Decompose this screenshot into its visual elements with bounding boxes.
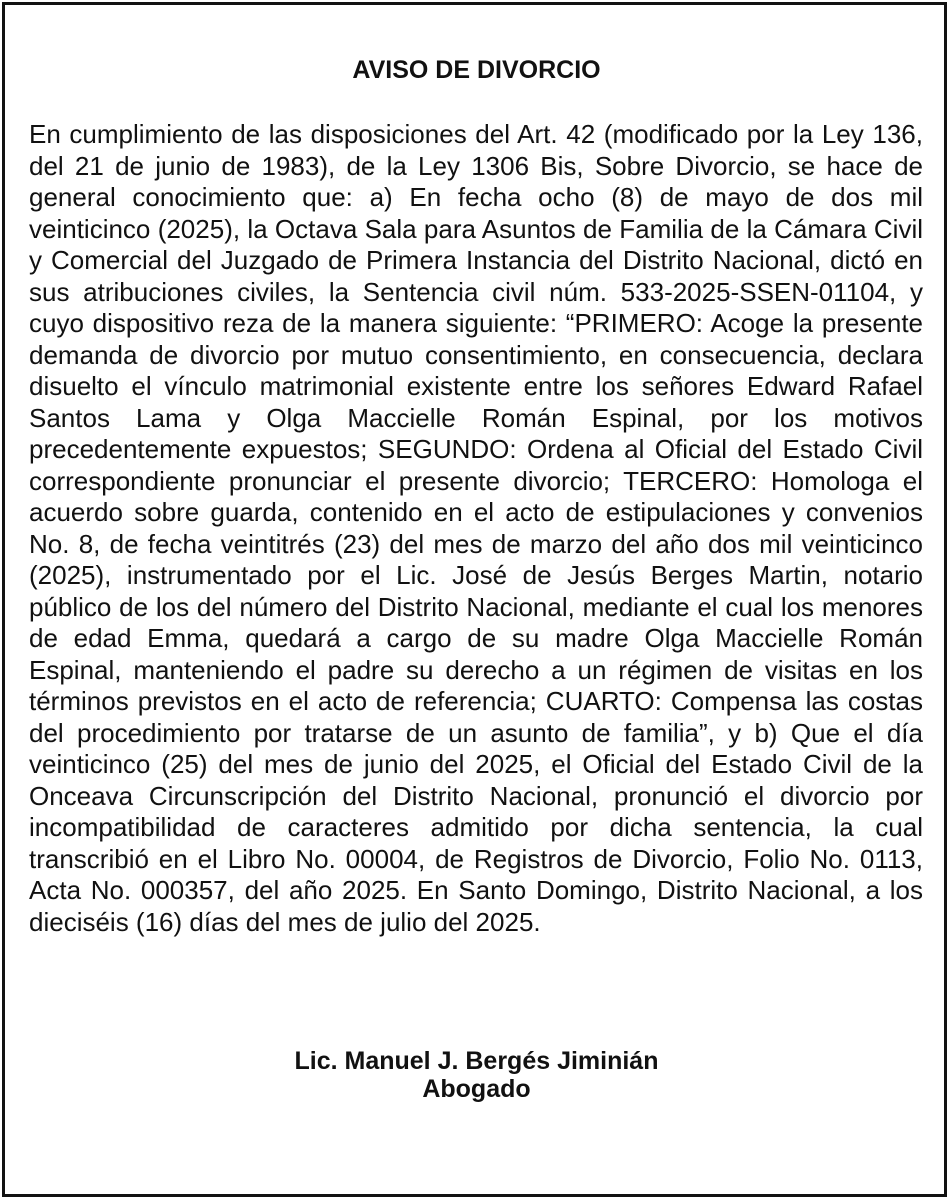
notice-body: En cumplimiento de las disposiciones del Art. 42 (modificado por la Ley 136, del 21 de junio de 1983), de la Ley 1306 Bis, Sobre Divorcio, se hace de general conocimiento que: a) En fecha ocho (8) de mayo de dos mil veinticinco (2025), la Octava Sala para Asuntos de Familia de la Cámara Civil y Comercial del Juzgado de Primera Instancia del Distrito Nacional, dictó en sus atribuciones civiles, la Sentencia civil núm. 533-2025-SSEN-01104, y cuyo dispositivo reza de la manera siguiente: “PRIMERO: Acoge la presente demanda de divorcio por mutuo consentimiento, en consecuencia, declara disuelto el vínculo matrimonial existente entre los señores Edward Rafael Santos Lama y Olga Maccielle Román Espinal, por los motivos precedentemente expuestos; SEGUNDO: Ordena al Oficial del Estado Civil correspondiente pronunciar el presente divorcio; TERCERO: Homologa el acuerdo sobre guarda, contenido en el acto de estipulaciones y convenios No. 8, de fecha veintitrés (23) del mes de marzo del año dos mil veinticinco (2025), instrumentado por el Lic. José de Jesús Berges Martin, notario público de los del número del Distrito Nacional, mediante el cual los menores de edad Emma, quedará a cargo de su madre Olga Maccielle Román Espinal, manteniendo el padre su derecho a un régimen de visitas en los términos previstos en el acto de referencia; CUARTO: Compensa las costas del procedimiento por tratarse de un asunto de familia”, y b) Que el día veinticinco (25) del mes de junio del 2025, el Oficial del Estado Civil de la Onceava Circunscripción del Distrito Nacional, pronunció el divorcio por incompatibilidad de caracteres admitido por dicha sentencia, la cual transcribió en el Libro No. 00004, de Registros de Divorcio, Folio No. 0113, Acta No. 000357, del año 2025. En Santo Domingo, Distrito Nacional, a los dieciséis (16) días del mes de julio del 2025.	[29, 119, 923, 937]
notice-title: AVISO DE DIVORCIO	[352, 56, 601, 84]
signature-name: Lic. Manuel J. Bergés Jiminián	[294, 1047, 659, 1075]
signature-role: Abogado	[422, 1075, 531, 1103]
signature-block	[5, 1047, 948, 1103]
notice-frame	[2, 2, 947, 1197]
